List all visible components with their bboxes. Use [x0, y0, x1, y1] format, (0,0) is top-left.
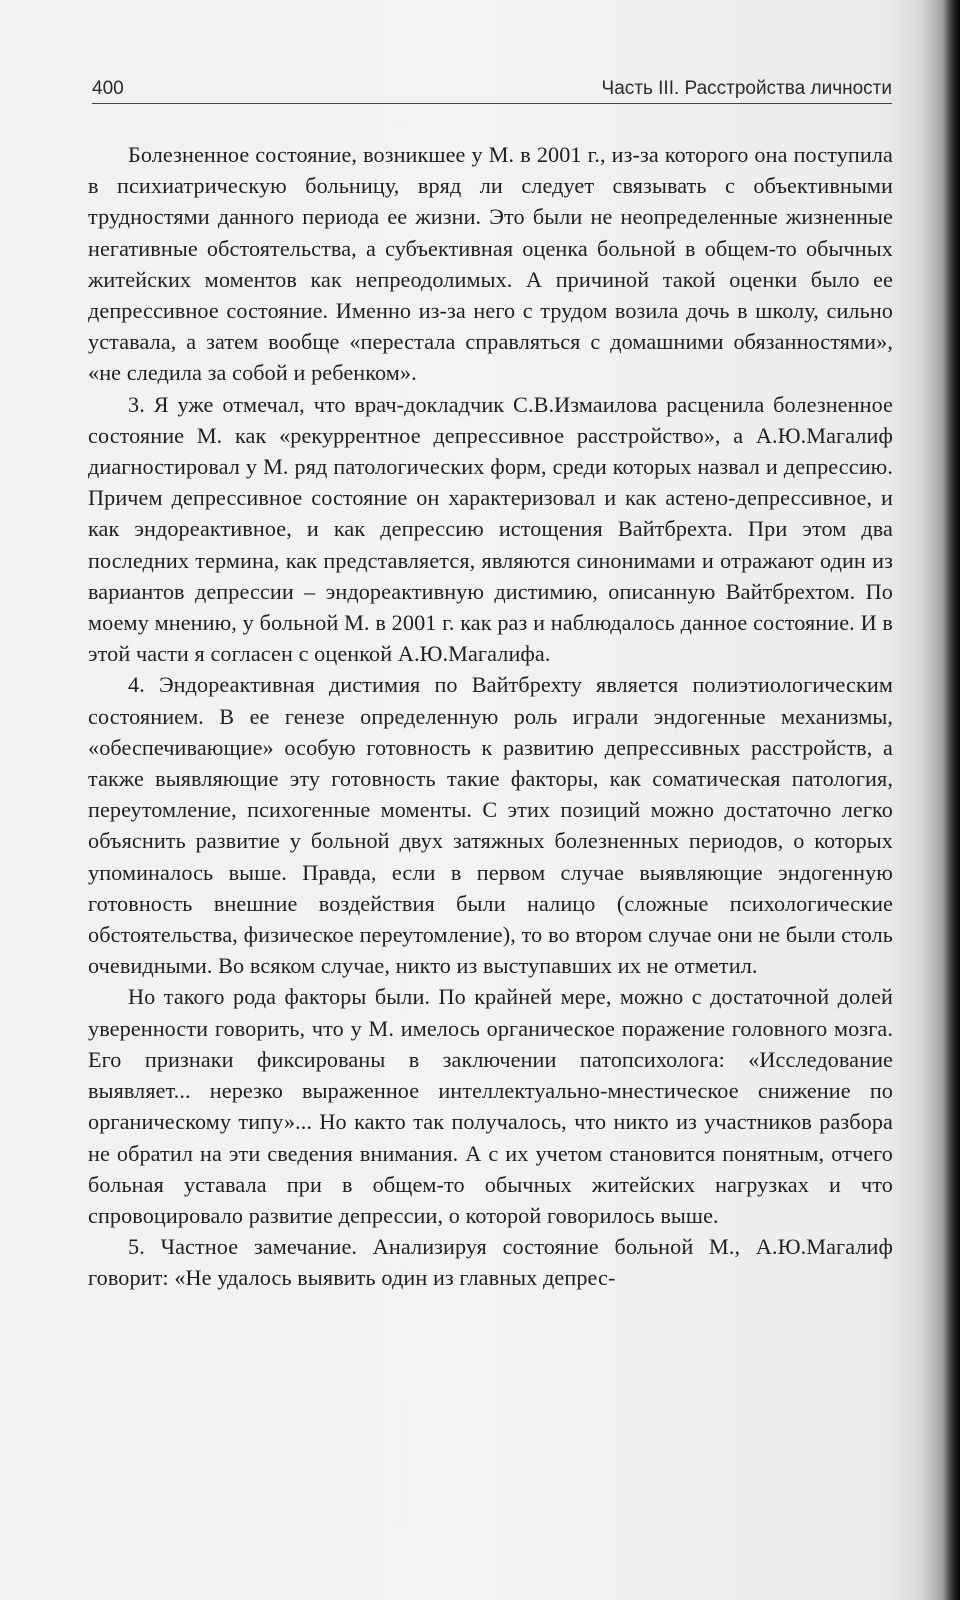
header-rule: [92, 103, 892, 104]
paragraph: 4. Эндореактивная дистимия по Вайтбрехту является полиэтиологическим состоянием. В ее генезе определенную роль играли эндогенные механизмы, «обеспечивающие» особую готовность к развитию депрессивных расстройств, а также выявляющие эту готовность такие факторы, как соматическая патология, переутомление, психогенные моменты. С этих позиций можно достаточно легко объяснить развитие у больной двух затяжных болезненных периодов, о которых упоминалось выше. Правда, если в первом случае выявляющие эндогенную готовность внешние воздействия были налицо (сложные психологические обстоятельства, физическое переутомление), то во втором случае они не были столь очевидными. Во всяком случае, никто из выступавших их не отметил.: [88, 672, 893, 979]
running-head: Часть III. Расстройства личности: [601, 78, 892, 99]
page-header: [92, 74, 892, 104]
body-text: [88, 139, 893, 1294]
page-number: 400: [92, 78, 124, 99]
paragraph: 3. Я уже отмечал, что врач-докладчик С.В.Измаилова расценила болезненное состояние М. как «рекуррентное депрессивное расстройство», а А.Ю.Магалиф диагностировал у М. ряд патологических форм, среди которых назвал и депрессию. Причем депрессивное состояние он характеризовал и как астено-депрессивное, и как эндореактивное, и как депрессию истощения Вайтбрехта. При этом два последних термина, как представляется, являются синонимами и отражают один из вариантов депрессии – эндореактивную дистимию, описанную Вайтбрехтом. По моему мнению, у больной М. в 2001 г. как раз и наблюдалось данное состояние. И в этой части я согласен с оценкой А.Ю.Магалифа.: [88, 391, 893, 667]
book-spine-shadow: [942, 0, 960, 1600]
paragraph: Но такого рода факторы были. По крайней мере, можно с достаточной долей уверенности говорить, что у М. имелось органическое поражение головного мозга. Его признаки фиксированы в заключении патопсихолога: «Исследование выявляет... нерезко выраженное интеллектуально-мнестическое снижение по органическому типу»... Но както так получалось, что никто из участников разбора не обратил на эти сведения внимания. А с их учетом становится понятным, отчего больная уставала при в общем-то обычных житейских нагрузках и что спровоцировало развитие депрессии, о которой говорилось выше.: [88, 984, 893, 1228]
paragraph: Болезненное состояние, возникшее у М. в 2001 г., из-за которого она поступила в психиатрическую больницу, вряд ли следует связывать с объективными трудностями данного периода ее жизни. Это были не неопределенные жизненные негативные обстоятельства, а субъективная оценка больной в общем-то обычных житейских моментов как непреодолимых. А причиной такой оценки было ее депрессивное состояние. Именно из-за него с трудом возила дочь в школу, сильно уставала, а затем вообще «перестала справляться с домашними обязанностями», «не следила за собой и ребенком».: [88, 142, 893, 386]
paragraph: 5. Частное замечание. Анализируя состояние больной М., А.Ю.Магалиф говорит: «Не удалось выявить один из главных депрес-: [88, 1234, 893, 1291]
